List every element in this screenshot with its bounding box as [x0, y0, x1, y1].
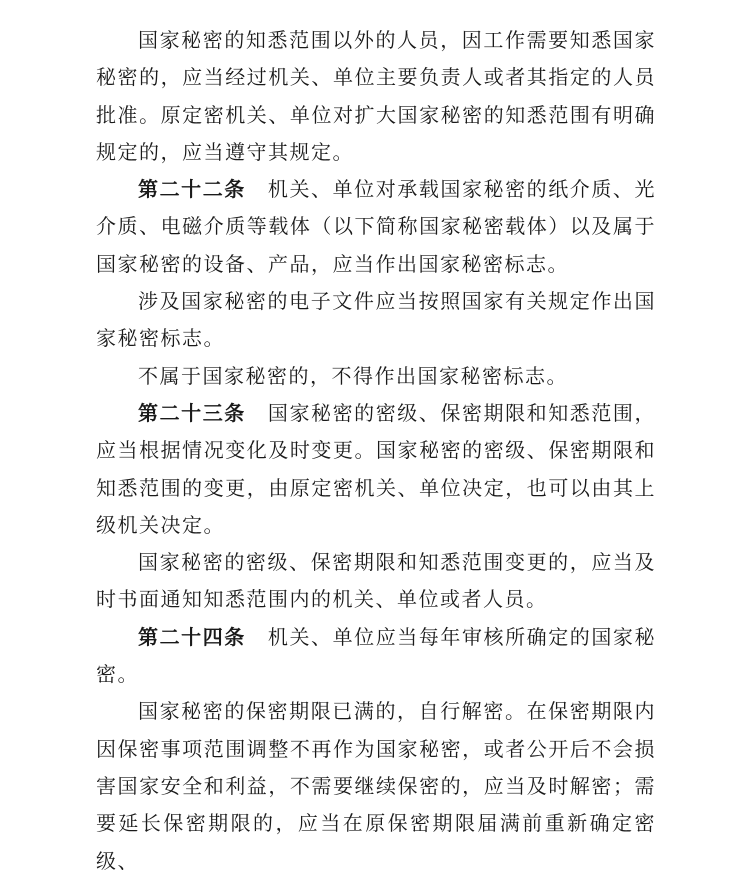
paragraph-2	[96, 171, 656, 283]
paragraph-1-text: 国家秘密的知悉范围以外的人员，因工作需要知悉国家秘密的，应当经过机关、单位主要负责人或者其指定的人员批准。原定密机关、单位对扩大国家秘密的知悉范围有明确规定的，应当遵守其规定。	[96, 28, 656, 164]
paragraph-3-text: 涉及国家秘密的电子文件应当按照国家有关规定作出国家秘密标志。	[96, 289, 656, 351]
paragraph-5-text: 国家秘密的密级、保密期限和知悉范围，应当根据情况变化及时变更。国家秘密的密级、保密期限和知悉范围的变更，由原定密机关、单位决定，也可以由其上级机关决定。	[96, 400, 657, 537]
article-24-heading: 第二十四条	[138, 624, 246, 649]
paragraph-4	[96, 358, 656, 395]
paragraph-7	[96, 619, 656, 694]
article-22-heading: 第二十二条	[138, 177, 246, 202]
paragraph-4-text: 不属于国家秘密的，不得作出国家秘密标志。	[138, 363, 568, 388]
paragraph-2-text: 机关、单位对承载国家秘密的纸介质、光介质、电磁介质等载体（以下简称国家秘密载体）以及属于国家秘密的设备、产品，应当作出国家秘密标志。	[96, 177, 657, 276]
paragraph-5	[96, 395, 656, 544]
document-body	[96, 22, 656, 880]
paragraph-6	[96, 544, 656, 619]
paragraph-3	[96, 283, 656, 358]
paragraph-6-text: 国家秘密的密级、保密期限和知悉范围变更的，应当及时书面通知知悉范围内的机关、单位或者人员。	[96, 550, 656, 612]
article-23-heading: 第二十三条	[138, 400, 246, 425]
paragraph-1	[96, 22, 656, 171]
paragraph-8-text: 国家秘密的保密期限已满的，自行解密。在保密期限内因保密事项范围调整不再作为国家秘密，或者公开后不会损害国家安全和利益，不需要继续保密的，应当及时解密；需要延长保密期限的，应当在原保密期限届满前重新确定密级、	[96, 699, 656, 873]
paragraph-8	[96, 693, 656, 879]
paragraph-7-text: 机关、单位应当每年审核所确定的国家秘密。	[96, 624, 657, 687]
